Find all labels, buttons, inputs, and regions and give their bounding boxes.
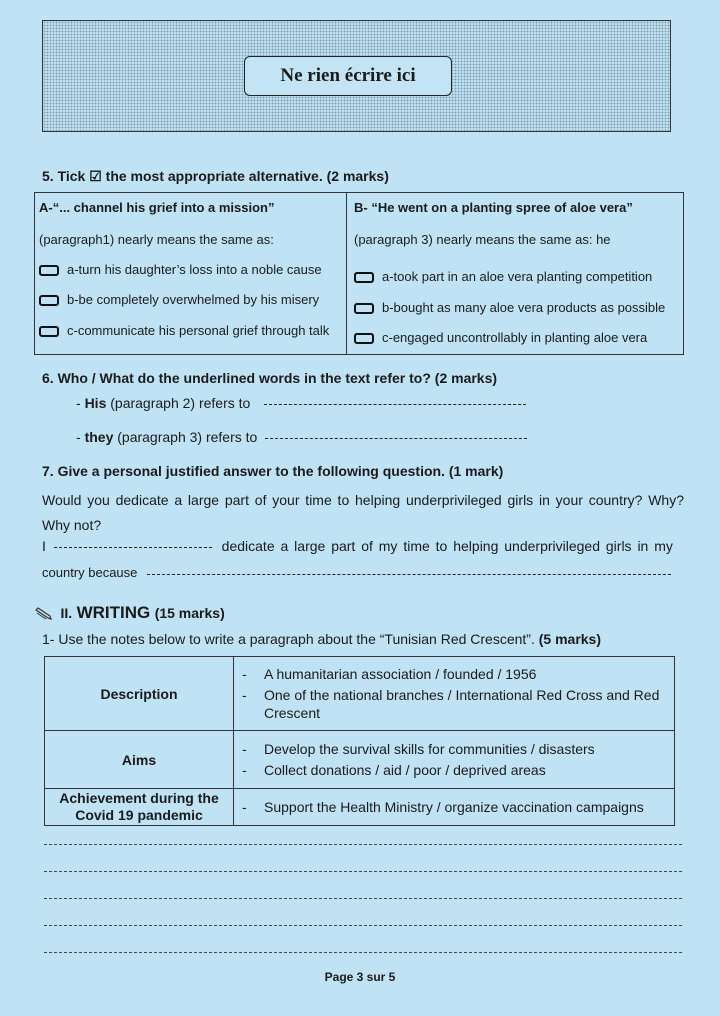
checkbox-icon[interactable]: [39, 295, 59, 306]
q6-item-they: - they (paragraph 3) refers to: [76, 429, 527, 445]
q6-item-his: - His (paragraph 2) refers to: [76, 395, 526, 411]
q5a-intro: (paragraph1) nearly means the same as:: [39, 232, 274, 247]
checkbox-icon[interactable]: [39, 326, 59, 337]
row-content-aims: - Develop the survival skills for communities / disasters - Collect donations / aid / poor / deprived areas: [234, 731, 675, 789]
writing-heading: II. WRITING (15 marks): [34, 603, 225, 623]
q5b-intro: (paragraph 3) nearly means the same as: he: [354, 232, 611, 247]
q5b-option-b[interactable]: b-bought as many aloe vera products as possible: [354, 300, 665, 315]
page-number: Page 3 sur 5: [324, 970, 396, 984]
q5-title: 5. Tick ☑ the most appropriate alternative. (2 marks): [42, 168, 389, 184]
writing-line[interactable]: [44, 844, 682, 845]
answer-line[interactable]: [264, 403, 526, 405]
q7-answer-line2: country because: [42, 565, 671, 580]
row-content-description: - A humanitarian association / founded / 1956 - One of the national branches / International Red Cross and Red Crescent: [234, 657, 675, 731]
notes-table: [44, 656, 675, 826]
writing-line[interactable]: [44, 898, 682, 899]
checkbox-icon[interactable]: [354, 333, 374, 344]
q5b-option-c[interactable]: c-engaged uncontrollably in planting aloe vera: [354, 330, 647, 345]
banner-label: Ne rien écrire ici: [244, 56, 452, 96]
writing-line[interactable]: [44, 925, 682, 926]
q5a-option-c[interactable]: c-communicate his personal grief through talk: [39, 323, 329, 338]
writing-line[interactable]: [44, 952, 682, 953]
q7-question: Would you dedicate a large part of your time to helping underprivileged girls in your country? Why? Why not?: [42, 492, 684, 533]
q7-title: 7. Give a personal justified answer to the following question. (1 mark): [42, 463, 504, 479]
checkbox-icon[interactable]: [354, 272, 374, 283]
writing-line[interactable]: [44, 871, 682, 872]
q7-answer-line1: I dedicate a large part of my time to helping underprivileged girls in my: [42, 538, 673, 554]
checkbox-icon[interactable]: [39, 265, 59, 276]
writing-instruction: 1- Use the notes below to write a paragraph about the “Tunisian Red Crescent”. (5 marks): [42, 631, 602, 647]
pencil-icon: [34, 607, 54, 621]
q5a-option-b[interactable]: b-be completely overwhelmed by his misery: [39, 292, 319, 307]
row-label-aims: Aims: [45, 731, 234, 789]
row-label-achievement: Achievement during the Covid 19 pandemic: [45, 789, 234, 826]
row-label-description: Description: [45, 657, 234, 731]
row-content-achievement: - Support the Health Ministry / organize vaccination campaigns: [234, 789, 675, 826]
checkbox-icon[interactable]: [354, 303, 374, 314]
q6-title: 6. Who / What do the underlined words in the text refer to? (2 marks): [42, 370, 498, 386]
q5a-option-a[interactable]: a-turn his daughter’s loss into a noble cause: [39, 262, 322, 277]
q5b-head: B- “He went on a planting spree of aloe vera”: [354, 200, 633, 215]
q5b-option-a[interactable]: a-took part in an aloe vera planting competition: [354, 269, 652, 284]
answer-line[interactable]: [147, 573, 671, 575]
answer-line[interactable]: [265, 437, 527, 439]
q5-divider: [346, 192, 347, 354]
q5a-head: A-“... channel his grief into a mission”: [39, 200, 275, 215]
answer-line[interactable]: [54, 546, 212, 548]
